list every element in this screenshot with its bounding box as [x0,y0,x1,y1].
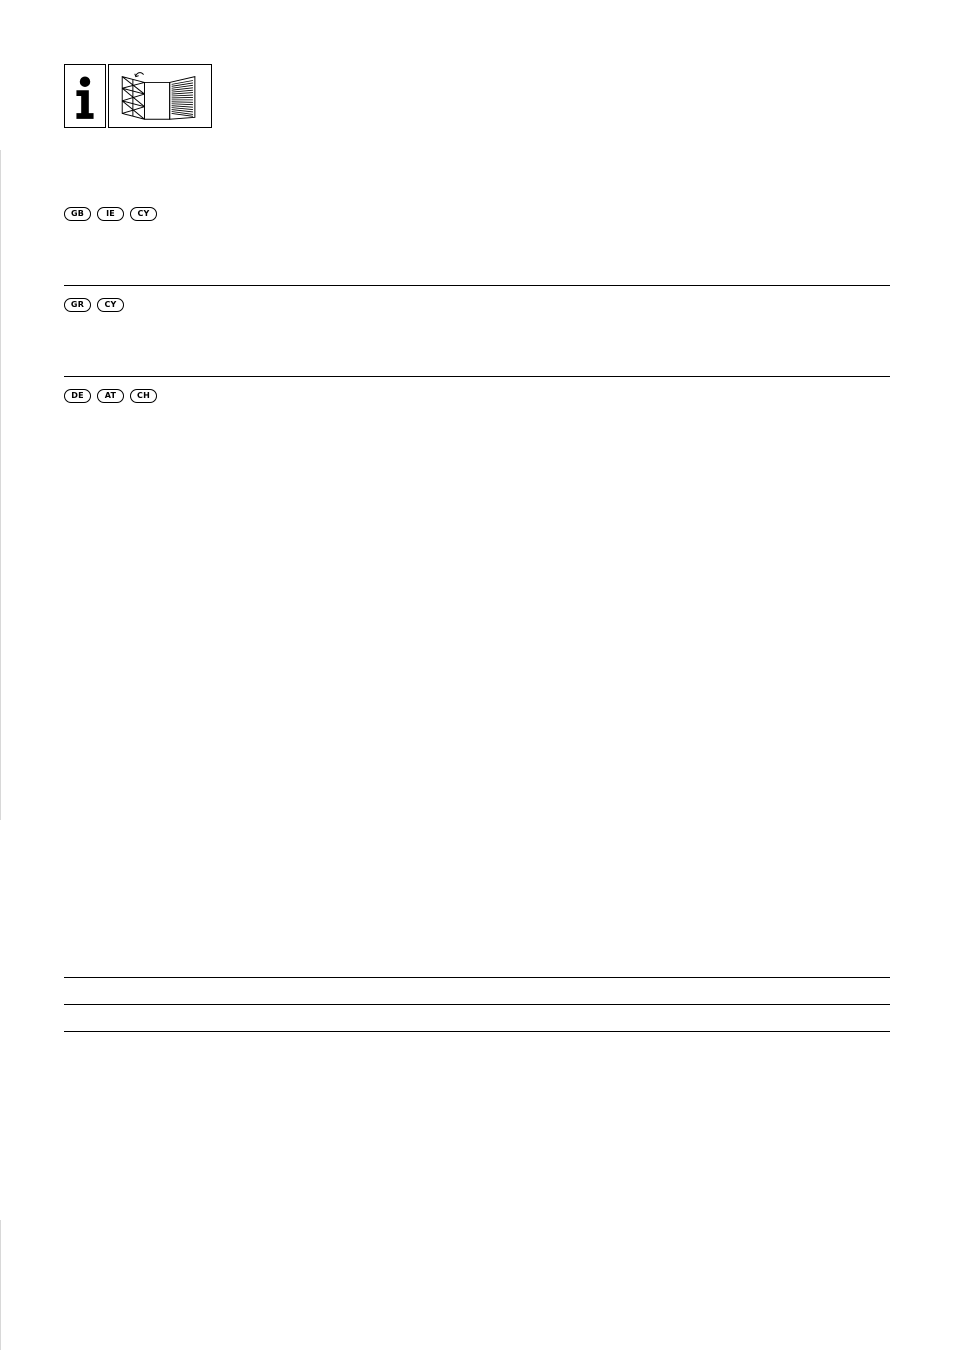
language-badges-gr [64,298,124,312]
info-icon [64,64,106,128]
section-divider [64,376,890,377]
page-edge-mark [0,150,1,820]
language-badges-en [64,207,157,221]
section-divider [64,285,890,286]
country-badge-gr: GR [64,298,91,312]
footer-divider [64,1031,890,1032]
country-badge-at: AT [97,389,124,403]
footer-divider [64,1004,890,1005]
country-badge-cy: CY [97,298,124,312]
page-edge-mark [0,1220,1,1350]
country-badge-de: DE [64,389,91,403]
country-badge-ie: IE [97,207,124,221]
country-badge-ch: CH [130,389,157,403]
country-badge-cy: CY [130,207,157,221]
fold-out-page-icon [108,64,212,128]
footer-divider [64,977,890,978]
language-badges-de [64,389,157,403]
country-badge-gb: GB [64,207,91,221]
